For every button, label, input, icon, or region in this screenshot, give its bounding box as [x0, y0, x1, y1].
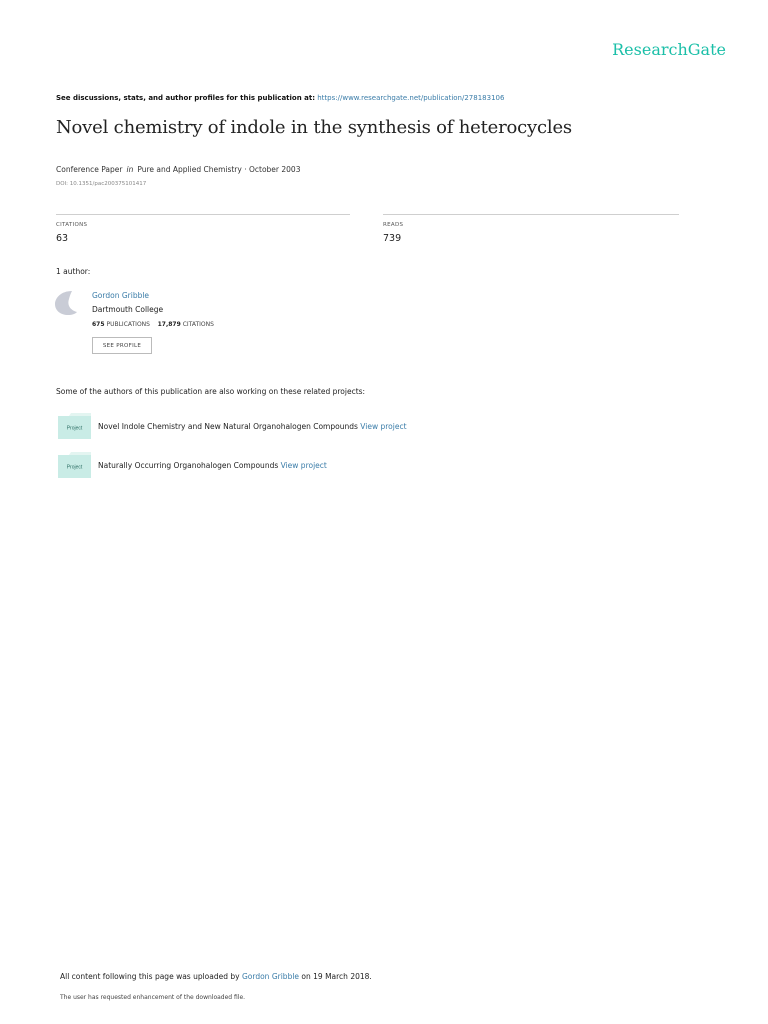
project-title: Naturally Occurring Organohalogen Compounds: [98, 461, 279, 470]
reads-value: 739: [383, 233, 402, 244]
author-stats: [92, 321, 214, 328]
citations-label: CITATIONS: [56, 222, 88, 228]
upload-note: [60, 972, 372, 981]
project-folder-icon[interactable]: [58, 413, 91, 439]
upload-suffix: on 19 March 2018.: [301, 972, 372, 981]
project-title: Novel Indole Chemistry and New Natural Organohalogen Compounds: [98, 422, 358, 431]
author-institution: Dartmouth College: [92, 305, 164, 314]
author-publications-label: PUBLICATIONS: [106, 321, 150, 328]
upload-prefix: All content following this page was uploaded by: [60, 972, 240, 981]
author-citations-count: 17,879: [157, 321, 181, 328]
publication-meta: [56, 165, 300, 174]
in-label: in: [126, 165, 134, 174]
disclaimer-text: See discussions, stats, and author profiles for this publication at:: [56, 94, 316, 102]
researchgate-logo[interactable]: ResearchGate: [612, 40, 726, 59]
authors-heading: 1 author:: [56, 267, 91, 276]
divider-citations: [56, 214, 350, 215]
publication-type: Conference Paper: [56, 165, 123, 174]
project-icon-label: Project: [66, 425, 83, 432]
project-folder-icon[interactable]: [58, 452, 91, 478]
citations-value: 63: [56, 233, 69, 244]
related-projects-heading: Some of the authors of this publication are also working on these related projects:: [56, 387, 366, 396]
project-icon-label: Project: [66, 464, 83, 471]
divider-reads: [383, 214, 679, 215]
author-name-link[interactable]: Gordon Gribble: [92, 291, 150, 300]
author-citations-label: CITATIONS: [182, 321, 214, 328]
journal-info: Pure and Applied Chemistry · October 2003: [137, 165, 301, 174]
reads-label: READS: [383, 222, 404, 228]
view-project-link[interactable]: View project: [280, 461, 327, 470]
disclaimer: [56, 94, 504, 102]
project-item: [98, 422, 407, 431]
see-profile-button[interactable]: SEE PROFILE: [92, 337, 152, 354]
publication-title: Novel chemistry of indole in the synthesis of heterocycles: [56, 117, 572, 138]
author-avatar-icon[interactable]: [55, 290, 79, 316]
project-item: [98, 461, 327, 470]
uploader-link[interactable]: Gordon Gribble: [241, 972, 300, 981]
doi: DOI: 10.1351/pac200375101417: [56, 181, 147, 187]
author-publications-count: 675: [92, 321, 105, 328]
enhancement-note: The user has requested enhancement of the downloaded file.: [60, 994, 246, 1001]
view-project-link[interactable]: View project: [360, 422, 407, 431]
publication-url-link[interactable]: https://www.researchgate.net/publication/278183106: [317, 94, 505, 102]
